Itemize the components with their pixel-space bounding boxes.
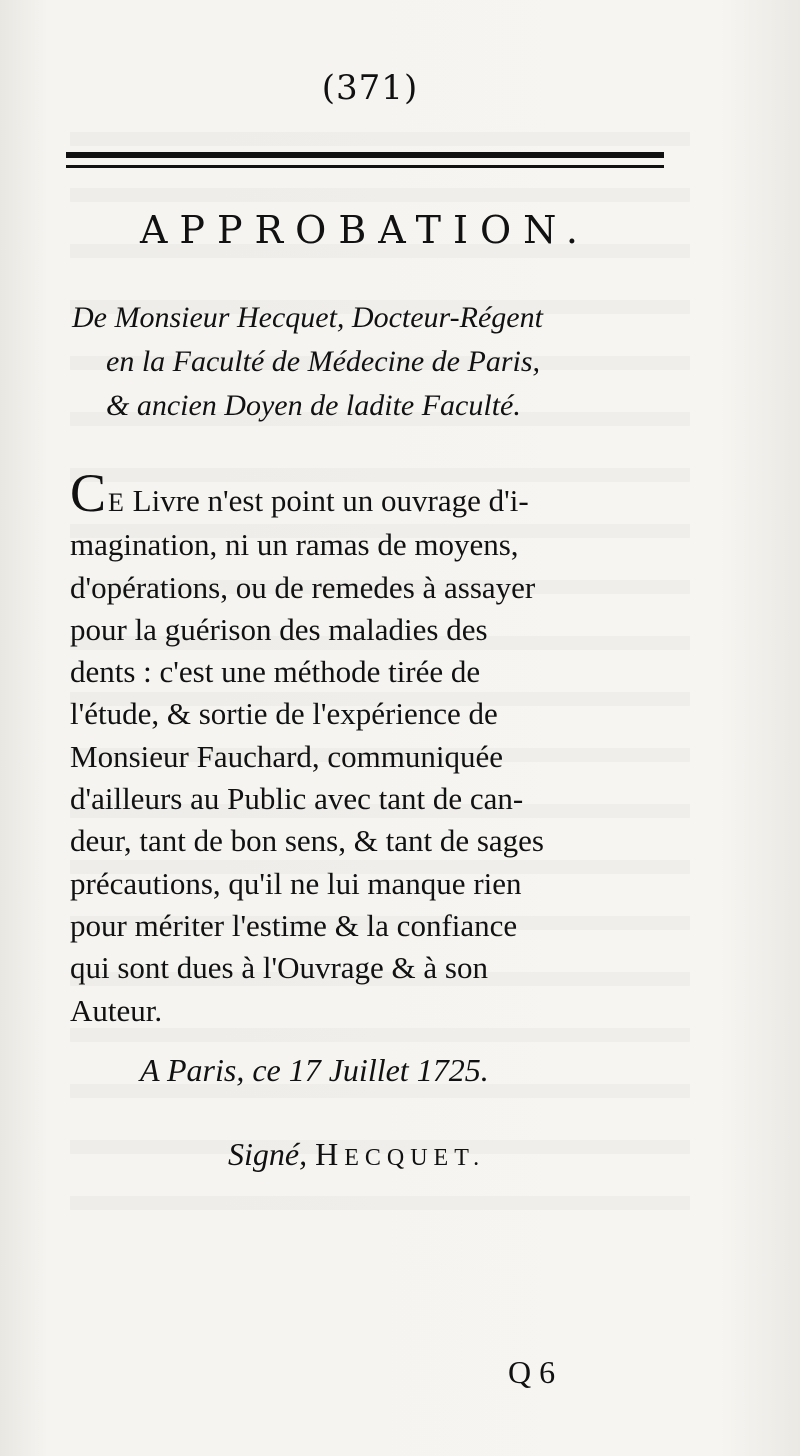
signature-name (315, 1136, 485, 1172)
text-line: Auteur. (70, 992, 163, 1028)
page-number: (371) (321, 68, 419, 108)
signature-rest: ECQUET. (344, 1145, 486, 1171)
text-line: qui sont dues à l'Ouvrage & à son (70, 950, 488, 986)
text-line: d'opérations, ou de remedes à assayer (70, 569, 536, 605)
text-line: précautions, qu'il ne lui manque rien (70, 865, 522, 901)
signature-initial: H (315, 1136, 345, 1172)
page-title: APPROBATION. (139, 208, 591, 252)
subtitle-line: en la Faculté de Médecine de Paris, (106, 345, 541, 378)
signature (228, 1136, 648, 1173)
text-line: pour la guérison des maladies des (70, 611, 488, 647)
subtitle-line: De Monsieur Hecquet, Docteur-Régent (72, 301, 543, 334)
text-line: magination, ni un ramas de moyens, (70, 527, 519, 563)
subtitle-line: & ancien Doyen de ladite Faculté. (106, 389, 521, 422)
header-rule-thin (66, 165, 664, 168)
body-paragraph (70, 463, 675, 1032)
text-line: pour mériter l'estime & la confiance (70, 907, 518, 943)
text-line: d'ailleurs au Public avec tant de can- (70, 781, 524, 817)
place-date: A Paris, ce 17 Juillet 1725. (140, 1052, 489, 1088)
catchword: Q 6 (508, 1354, 556, 1390)
text-line: deur, tant de bon sens, & tant de sages (70, 823, 544, 859)
text-line-content: Livre n'est point un ouvrage d'i- (124, 483, 529, 518)
text-line: dents : c'est une méthode tirée de (70, 654, 481, 690)
header-rule-thick (66, 152, 664, 158)
subtitle (72, 296, 672, 428)
text-line: l'étude, & sortie de l'expérience de (70, 696, 498, 732)
small-cap: E (108, 488, 125, 517)
drop-cap: C (70, 463, 109, 523)
text-line (70, 463, 675, 524)
text-line: Monsieur Fauchard, communiquée (70, 738, 504, 774)
signature-signe: Signé, (228, 1136, 308, 1172)
